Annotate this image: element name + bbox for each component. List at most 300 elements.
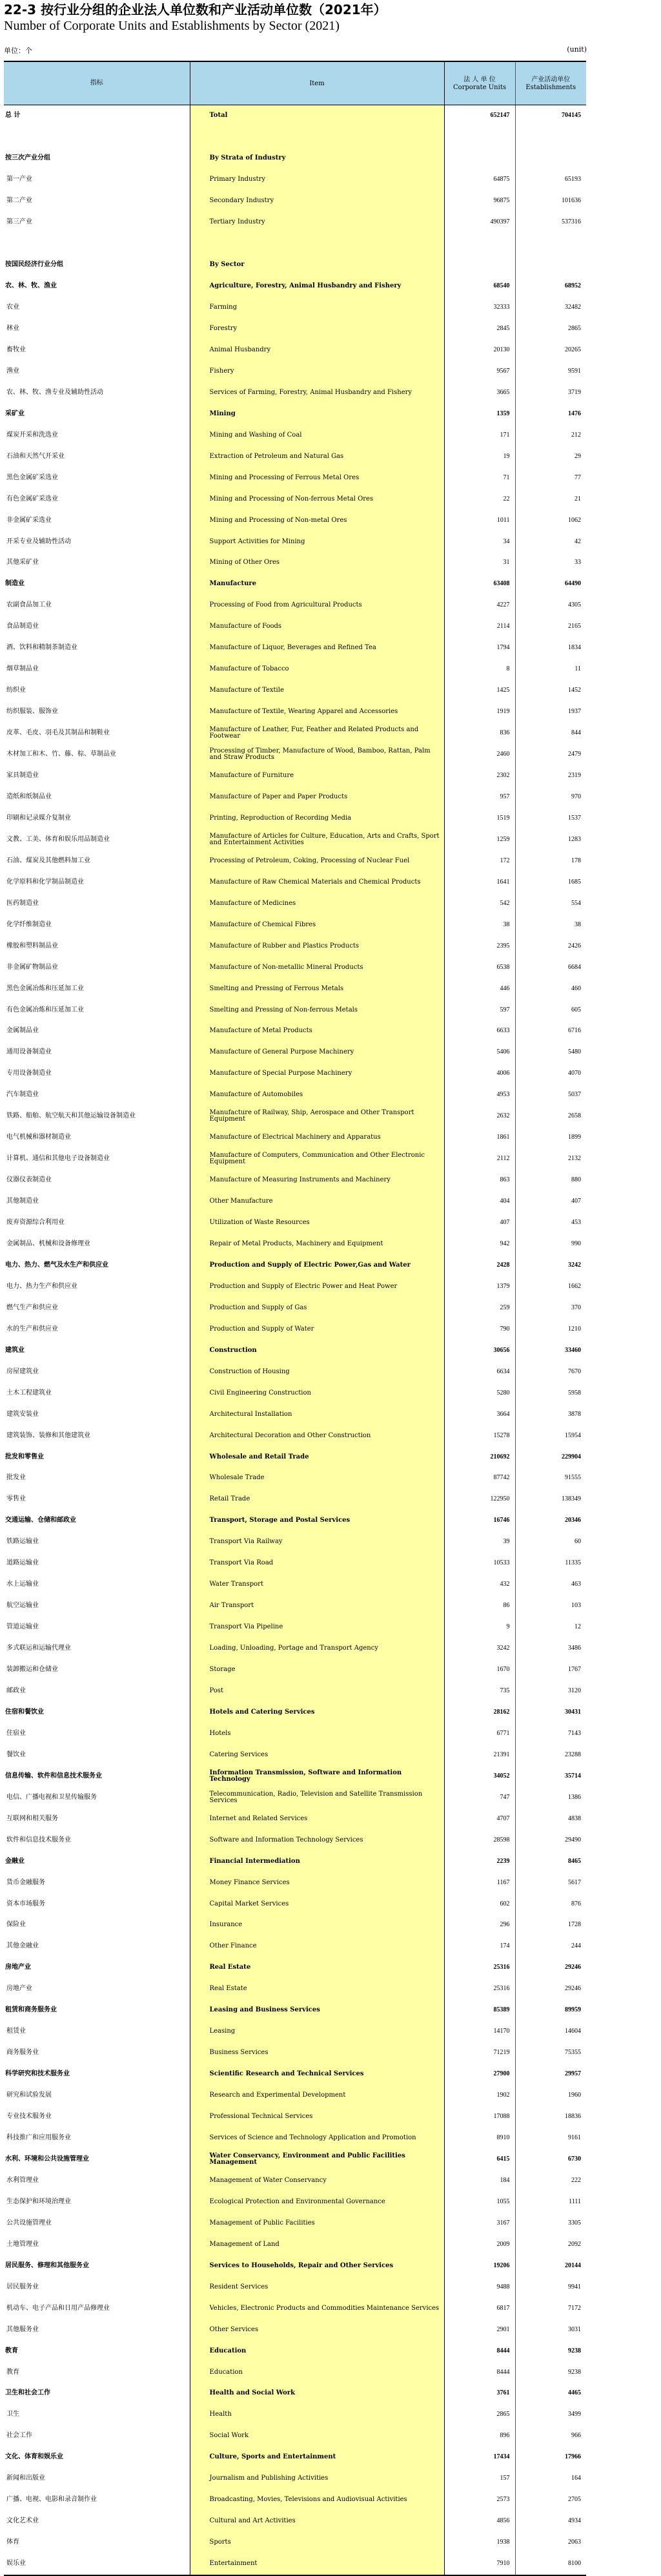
establishments-value: 91555 (515, 1468, 586, 1489)
establishments-value: 33460 (515, 1340, 586, 1361)
row-label-en: Primary Industry (190, 169, 444, 191)
corporate-units-value: 19 (503, 452, 510, 460)
row-label-en: Other Manufacture (190, 1191, 444, 1212)
table-row (4, 1276, 586, 1297)
corporate-units-value: 2573 (496, 2496, 510, 2504)
row-label-en: Hotels and Catering Services (190, 1701, 444, 1723)
table-row (4, 2553, 586, 2575)
row-label-en: Smelting and Pressing of Ferrous Metals (190, 978, 444, 999)
establishments-value: 14604 (515, 2021, 586, 2042)
row-label-cn: 其他金融业 (6, 1942, 39, 1950)
row-label-en: Manufacture (190, 574, 444, 595)
row-label-en: Software and Information Technology Services (190, 1829, 444, 1851)
table-row (4, 1489, 586, 1510)
row-label-en: Construction (190, 1340, 444, 1361)
row-label-en: Farming (190, 297, 444, 318)
table-row (4, 807, 586, 829)
row-label-en: Journalism and Publishing Activities (190, 2468, 444, 2489)
establishments-value: 212 (515, 424, 586, 446)
table-row (4, 1212, 586, 1234)
table-row (4, 2191, 586, 2212)
row-label-en: Hotels (190, 1723, 444, 1744)
establishments-value: 21 (515, 488, 586, 510)
corporate-units-value: 602 (500, 1900, 510, 1907)
corporate-units-value: 1379 (496, 1282, 510, 1290)
row-label-cn: 制造业 (5, 580, 25, 588)
establishments-value: 1210 (515, 1318, 586, 1340)
row-label-cn: 房屋建筑业 (6, 1367, 39, 1375)
row-label-cn: 多式联运和运输代理业 (6, 1645, 71, 1652)
table-row (4, 723, 586, 744)
corporate-units-value: 542 (500, 899, 510, 907)
establishments-value: 1452 (515, 680, 586, 701)
row-label-en: Manufacture of Measuring Instruments and Machinery (190, 1170, 444, 1191)
corporate-units-value: 14170 (493, 2028, 510, 2035)
corporate-units-value: 490397 (490, 218, 510, 226)
row-label-cn: 软件和信息技术服务业 (6, 1836, 71, 1844)
row-label-cn: 计算机、通信和其他电子设备制造业 (6, 1155, 110, 1163)
establishments-value: 1537 (515, 807, 586, 829)
corporate-units-value: 957 (500, 793, 510, 800)
corporate-units-value: 3665 (496, 388, 510, 396)
establishments-value: 1899 (515, 1127, 586, 1148)
row-label-en: Support Activities for Mining (190, 531, 444, 552)
establishments-value: 5037 (515, 1085, 586, 1106)
establishments-value: 9591 (515, 360, 586, 382)
establishments-value (515, 233, 586, 254)
table-row (4, 1957, 586, 1979)
row-label-cn: 道路运输业 (6, 1559, 39, 1567)
corporate-units-value: 20130 (493, 346, 510, 353)
corporate-units-value (444, 148, 515, 169)
establishments-value: 554 (515, 893, 586, 914)
establishments-value: 33 (515, 552, 586, 574)
row-label-cn: 建筑安装业 (6, 1410, 39, 1418)
establishments-value: 1960 (515, 2085, 586, 2106)
row-label-cn: 其他服务业 (6, 2325, 39, 2333)
row-label-cn: 化学原料和化学制品制造业 (6, 878, 84, 886)
row-label-en: Post (190, 1681, 444, 1702)
corporate-units-value: 6771 (496, 1729, 510, 1737)
row-label-cn: 仪器仪表制造业 (6, 1176, 52, 1184)
title-block (4, 1, 387, 34)
row-label-en: Manufacture of Articles for Culture, Education, Arts and Crafts, Sport and Entertainment Activities (190, 829, 444, 850)
row-label-en: Business Services (190, 2042, 444, 2064)
table-row (4, 1297, 586, 1318)
row-label-en: Health and Social Work (190, 2383, 444, 2404)
corporate-units-value: 3167 (496, 2219, 510, 2227)
establishments-value: 3878 (515, 1404, 586, 1425)
corporate-units-value: 71 (503, 473, 510, 481)
establishments-value: 876 (515, 1893, 586, 1915)
corporate-units-value: 174 (500, 1942, 510, 1950)
establishments-value: 29490 (515, 1829, 586, 1851)
corporate-units-value: 597 (500, 1006, 510, 1013)
row-label-en: Other Finance (190, 1936, 444, 1957)
row-label-cn: 管道运输业 (6, 1623, 39, 1631)
corporate-units-value: 1641 (496, 878, 510, 886)
row-label-en: Manufacture of Furniture (190, 765, 444, 787)
establishments-value: 2705 (515, 2489, 586, 2511)
table-row (4, 1382, 586, 1404)
row-label-cn: 有色金属矿采选业 (6, 495, 58, 503)
establishments-value: 12 (515, 1617, 586, 1638)
row-label-en: Forestry (190, 318, 444, 340)
establishments-value: 4305 (515, 595, 586, 616)
table-row (4, 1404, 586, 1425)
corporate-units-value: 2395 (496, 942, 510, 950)
corporate-units-value: 31 (503, 559, 510, 566)
establishments-value: 244 (515, 1936, 586, 1957)
row-label-cn: 互联网和相关服务 (6, 1814, 58, 1822)
row-label-en: Manufacture of Textile, Wearing Apparel and Accessories (190, 701, 444, 723)
establishments-value: 370 (515, 1297, 586, 1318)
establishments-value: 29957 (515, 2064, 586, 2085)
data-table (4, 61, 586, 2576)
table-row (4, 191, 586, 212)
table-row (4, 552, 586, 574)
establishments-value: 3486 (515, 1638, 586, 1659)
row-label-cn: 石油、煤炭及其他燃料加工业 (6, 857, 90, 864)
row-label-cn: 黑色金属矿采选业 (6, 473, 58, 481)
row-label-en: Money Finance Services (190, 1872, 444, 1893)
row-label-cn: 装卸搬运和仓储业 (6, 1666, 58, 1674)
corporate-units-value: 8444 (496, 2347, 510, 2354)
corporate-units-value: 5406 (496, 1048, 510, 1056)
row-label-cn: 房地产业 (5, 1964, 31, 1971)
corporate-units-value: 2901 (496, 2325, 510, 2333)
establishments-value: 3242 (515, 1254, 586, 1276)
table-header (4, 61, 586, 105)
establishments-value (515, 254, 586, 276)
table-row (4, 1553, 586, 1574)
row-label-en: Entertainment (190, 2553, 444, 2575)
table-row (4, 744, 586, 765)
establishments-value: 1111 (515, 2191, 586, 2212)
corporate-units-value: 5280 (496, 1389, 510, 1397)
corporate-units-value: 6633 (496, 1027, 510, 1035)
corporate-units-value: 8444 (496, 2368, 510, 2376)
table-row (4, 1787, 586, 1808)
table-row (4, 2468, 586, 2489)
row-label-en: Information Transmission, Software and Information Technology (190, 1765, 444, 1787)
row-label-cn: 房地产业 (6, 1985, 32, 1993)
row-label-en: Manufacture of Electrical Machinery and Apparatus (190, 1127, 444, 1148)
corporate-units-value: 63408 (493, 580, 510, 588)
table-row (4, 2021, 586, 2042)
row-label-cn: 木材加工和木、竹、藤、棕、草制品业 (6, 751, 116, 758)
table-row (4, 1701, 586, 1723)
header-corporate-units: 法 人 单 位 Corporate Units (444, 61, 515, 105)
row-label-cn: 非金属矿物制品业 (6, 963, 58, 971)
row-label-cn (4, 127, 190, 148)
corporate-units-value: 32333 (493, 304, 510, 311)
row-label-cn: 水利管理业 (6, 2176, 39, 2184)
establishments-value: 4465 (515, 2383, 586, 2404)
corporate-units-value: 747 (500, 1793, 510, 1801)
row-label-cn: 科学研究和技术服务业 (5, 2070, 70, 2078)
corporate-units-value: 1011 (496, 516, 510, 524)
row-label-cn: 家具制造业 (6, 772, 39, 780)
corporate-units-value: 1259 (496, 835, 510, 843)
corporate-units-value: 39 (503, 1538, 510, 1546)
table-row (4, 2212, 586, 2234)
corporate-units-value: 8910 (496, 2134, 510, 2142)
row-label-cn: 教育 (6, 2368, 19, 2376)
corporate-units-value: 17434 (493, 2453, 510, 2461)
corporate-units-value: 735 (500, 1687, 510, 1694)
row-label-en: Animal Husbandry (190, 339, 444, 360)
row-label-cn: 烟草制品业 (6, 665, 39, 673)
establishments-value: 9238 (515, 2362, 586, 2383)
row-label-en: Production and Supply of Water (190, 1318, 444, 1340)
table-row (4, 510, 586, 531)
table-row (4, 339, 586, 360)
corporate-units-value: 1167 (496, 1878, 510, 1886)
row-label-en: Broadcasting, Movies, Televisions and Audiovisual Activities (190, 2489, 444, 2511)
establishments-value: 844 (515, 723, 586, 744)
table-row (4, 1765, 586, 1787)
corporate-units-value: 2845 (496, 325, 510, 332)
establishments-value: 89959 (515, 2000, 586, 2021)
row-label-cn: 水利、环境和公共设施管理业 (5, 2155, 89, 2163)
corporate-units-value: 6817 (496, 2304, 510, 2312)
establishments-value: 7670 (515, 1361, 586, 1382)
row-label-en: Manufacture of Medicines (190, 893, 444, 914)
corporate-units-value: 28598 (493, 1836, 510, 1844)
row-label-cn: 交通运输、仓储和邮政业 (5, 1517, 76, 1524)
establishments-value: 11335 (515, 1553, 586, 1574)
table-row (4, 1681, 586, 1702)
establishments-value: 3305 (515, 2212, 586, 2234)
row-label-en: Services of Farming, Forestry, Animal Husbandry and Fishery (190, 382, 444, 403)
establishments-value: 2865 (515, 318, 586, 340)
table-row (4, 829, 586, 850)
row-label-en: Manufacture of Rubber and Plastics Products (190, 935, 444, 957)
row-label-cn: 通用设备制造业 (6, 1048, 52, 1056)
row-label-cn: 铁路、船舶、航空航天和其他运输设备制造业 (6, 1112, 136, 1120)
table-row (4, 1532, 586, 1553)
row-label-cn: 专业技术服务业 (6, 2113, 52, 2121)
corporate-units-value: 28162 (493, 1708, 510, 1716)
row-label-en: Secondary Industry (190, 191, 444, 212)
corporate-units-value: 85389 (493, 2006, 510, 2014)
row-label-en: Services to Households, Repair and Other Services (190, 2255, 444, 2276)
table-row (4, 574, 586, 595)
establishments-value: 1283 (515, 829, 586, 850)
row-label-cn: 公共设施管理业 (6, 2219, 52, 2227)
row-label-en: Transport Via Railway (190, 1532, 444, 1553)
row-label-en: Leasing (190, 2021, 444, 2042)
row-label-cn: 土木工程建筑业 (6, 1389, 52, 1397)
row-label-en: Real Estate (190, 1979, 444, 2000)
row-label-cn: 科技推广和应用服务业 (6, 2134, 71, 2142)
row-label-cn: 渔业 (6, 367, 19, 375)
establishments-value: 3499 (515, 2404, 586, 2425)
row-label-en: By Strata of Industry (190, 148, 444, 169)
table-row (4, 1106, 586, 1127)
row-label-en: Civil Engineering Construction (190, 1382, 444, 1404)
corporate-units-value: 432 (500, 1581, 510, 1588)
table-row (4, 2064, 586, 2085)
table-row (4, 1191, 586, 1212)
corporate-units-value: 2302 (496, 772, 510, 780)
establishments-value: 605 (515, 999, 586, 1021)
row-label-en: Culture, Sports and Entertainment (190, 2447, 444, 2468)
corporate-units-value: 259 (500, 1304, 510, 1311)
table-row (4, 403, 586, 424)
corporate-units-value: 7910 (444, 2553, 515, 2575)
row-label-cn: 货币金融服务 (6, 1878, 45, 1886)
row-label-cn: 其他采矿业 (6, 559, 39, 566)
table-row (4, 2234, 586, 2255)
corporate-units-value: 2460 (496, 751, 510, 758)
establishments-value: 9238 (515, 2340, 586, 2362)
table-row (4, 2106, 586, 2128)
establishments-value: 38 (515, 914, 586, 935)
row-label-cn: 采矿业 (5, 410, 25, 417)
table-body (4, 105, 586, 2575)
row-label-en: Processing of Petroleum, Coking, Processing of Nuclear Fuel (190, 850, 444, 871)
row-label-en: Ecological Protection and Environmental Governance (190, 2191, 444, 2212)
establishments-value: 704145 (515, 105, 586, 127)
corporate-units-value: 1902 (496, 2092, 510, 2099)
row-label-en: Manufacture of Liquor, Beverages and Refined Tea (190, 638, 444, 659)
corporate-units-value: 22 (503, 495, 510, 503)
establishments-value: 3719 (515, 382, 586, 403)
corporate-units-value: 2112 (496, 1155, 510, 1163)
table-row (4, 957, 586, 978)
table-row (4, 1042, 586, 1063)
row-label-en: Water Transport (190, 1574, 444, 1595)
corporate-units-value: 6634 (496, 1367, 510, 1375)
row-label-cn: 按国民经济行业分组 (5, 261, 63, 269)
row-label-cn: 建筑业 (5, 1346, 25, 1354)
table-row (4, 531, 586, 552)
table-row (4, 914, 586, 935)
table-row (4, 680, 586, 701)
establishments-value: 7143 (515, 1723, 586, 1744)
establishments-value: 2063 (515, 2532, 586, 2553)
row-label-cn: 航空运输业 (6, 1602, 39, 1610)
corporate-units-value: 210692 (490, 1453, 510, 1460)
table-row (4, 2489, 586, 2511)
table-row (4, 2149, 586, 2170)
corporate-units-value: 19206 (493, 2261, 510, 2269)
row-label-en: Utilization of Waste Resources (190, 1212, 444, 1234)
establishments-value: 1834 (515, 638, 586, 659)
establishments-value: 2092 (515, 2234, 586, 2255)
row-label-cn: 水上运输业 (6, 1581, 39, 1588)
row-label-en: Production and Supply of Gas (190, 1297, 444, 1318)
row-label-cn: 教育 (5, 2347, 18, 2354)
corporate-units-value (444, 127, 515, 148)
table-row (4, 1254, 586, 1276)
establishments-value: 103 (515, 1595, 586, 1617)
establishments-value: 2132 (515, 1148, 586, 1170)
corporate-units-value: 863 (500, 1176, 510, 1184)
row-label-en: Wholesale Trade (190, 1468, 444, 1489)
establishments-value: 4838 (515, 1808, 586, 1829)
establishments-value: 1062 (515, 510, 586, 531)
row-label-en: Vehicles, Electronic Products and Commodities Maintenance Services (190, 2298, 444, 2319)
establishments-value: 23288 (515, 1744, 586, 1765)
row-label-cn: 电力、热力、燃气及水生产和供应业 (5, 1261, 108, 1269)
corporate-units-value: 25316 (493, 1985, 510, 1993)
row-label-cn: 有色金属冶炼和压延加工业 (6, 1006, 84, 1013)
row-label-cn: 广播、电视、电影和录音制作业 (6, 2496, 97, 2504)
table-row (4, 1021, 586, 1042)
table-row (4, 1574, 586, 1595)
corporate-units-value: 16746 (493, 1517, 510, 1524)
establishments-value: 970 (515, 787, 586, 808)
row-label-cn: 林业 (6, 325, 19, 332)
row-label-cn: 卫生 (6, 2411, 19, 2418)
row-label-cn: 租赁业 (6, 2028, 26, 2035)
row-label-cn: 纺织业 (6, 687, 26, 694)
row-label-en: Manufacture of Paper and Paper Products (190, 787, 444, 808)
row-label-cn (4, 233, 190, 254)
establishments-value: 1476 (515, 403, 586, 424)
row-label-cn: 食品制造业 (6, 623, 39, 630)
header-indicator: 指标 (4, 61, 190, 105)
corporate-units-value: 4707 (496, 1814, 510, 1822)
row-label-cn: 住宿和餐饮业 (5, 1708, 44, 1716)
establishments-value: 30431 (515, 1701, 586, 1723)
row-label-cn: 电力、热力生产和供应业 (6, 1282, 77, 1290)
establishments-value: 966 (515, 2425, 586, 2447)
establishments-value: 990 (515, 1234, 586, 1255)
table-row (4, 1446, 586, 1468)
row-label-cn: 住宿业 (6, 1729, 26, 1737)
row-label-cn: 按三次产业分组 (5, 154, 50, 162)
establishments-value: 1662 (515, 1276, 586, 1297)
row-label-en: Manufacture of General Purpose Machinery (190, 1042, 444, 1063)
table-row (4, 254, 586, 276)
row-label-cn: 金属制品、机械和设备修理业 (6, 1240, 90, 1247)
row-label-en: Insurance (190, 1915, 444, 1936)
row-label-en: Manufacture of Non-metallic Mineral Products (190, 957, 444, 978)
table-row (4, 1659, 586, 1681)
row-label-en: Production and Supply of Electric Power,Gas and Water (190, 1254, 444, 1276)
table-row (4, 2255, 586, 2276)
row-label-cn: 建筑装饰、装修和其他建筑业 (6, 1431, 90, 1439)
row-label-en: Air Transport (190, 1595, 444, 1617)
table-row (4, 2404, 586, 2425)
table-row (4, 297, 586, 318)
row-label-en: Professional Technical Services (190, 2106, 444, 2128)
corporate-units-value: 71219 (493, 2049, 510, 2057)
row-label-en: Architectural Decoration and Other Construction (190, 1425, 444, 1446)
row-label-en: Cultural and Art Activities (190, 2511, 444, 2532)
row-label-en: Mining of Other Ores (190, 552, 444, 574)
table-row (4, 935, 586, 957)
corporate-units-value: 34 (503, 537, 510, 545)
corporate-units-value: 2865 (496, 2411, 510, 2418)
table-row (4, 1510, 586, 1532)
establishments-value: 229904 (515, 1446, 586, 1468)
row-label-en: Transport Via Pipeline (190, 1617, 444, 1638)
establishments-value: 8100 (515, 2553, 586, 2575)
table-row (4, 1915, 586, 1936)
row-label-en: Storage (190, 1659, 444, 1681)
establishments-value: 1728 (515, 1915, 586, 1936)
table-row (4, 1318, 586, 1340)
header-item: Item (190, 61, 444, 105)
table-row (4, 1936, 586, 1957)
table-row (4, 2362, 586, 2383)
table-row (4, 1723, 586, 1744)
